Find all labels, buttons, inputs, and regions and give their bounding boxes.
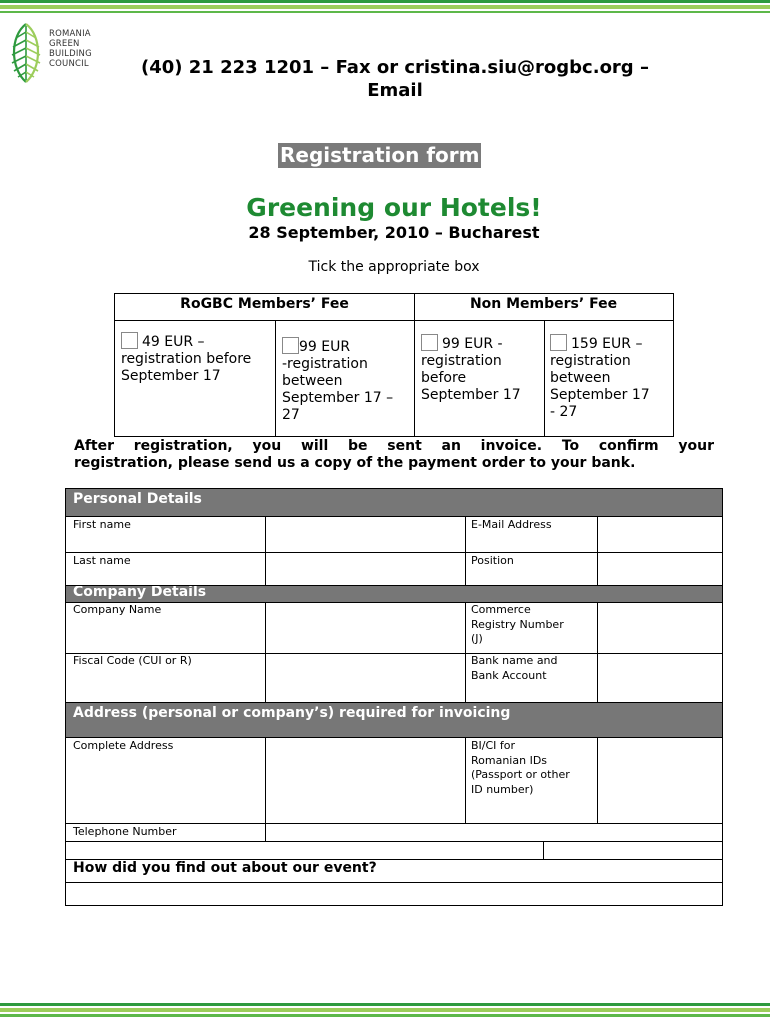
- form-title: Registration form: [280, 143, 480, 167]
- bank-input[interactable]: [598, 654, 723, 702]
- event-date: 28 September, 2010 – Bucharest: [248, 223, 540, 242]
- fee-divider-right: [544, 320, 545, 436]
- label-email: E-Mail Address: [471, 518, 552, 531]
- fiscal-code-input[interactable]: [266, 654, 465, 702]
- bottom-stripe-mid: [0, 1014, 770, 1017]
- position-input[interactable]: [598, 553, 723, 585]
- bottom-stripe-dark: [0, 1003, 770, 1006]
- section-address: Address (personal or company’s) required for invoicing: [66, 702, 722, 737]
- section-personal-details: Personal Details: [66, 489, 722, 516]
- company-name-input[interactable]: [266, 603, 465, 653]
- checkbox-member-early[interactable]: [121, 332, 138, 349]
- label-position: Position: [471, 554, 514, 567]
- fee-option-member-early: 49 EUR – registration before September 17: [121, 334, 252, 384]
- checkbox-nonmember-late[interactable]: [550, 334, 567, 351]
- fee-option-nonmember-late: 159 EUR – registration between September 17 - 27: [550, 336, 650, 420]
- how-found-input[interactable]: [66, 883, 722, 905]
- last-name-input[interactable]: [266, 553, 465, 585]
- label-complete-address: Complete Address: [73, 739, 174, 752]
- label-commerce-registry: Commerce Registry Number (J): [471, 603, 564, 645]
- bottom-stripe-light: [0, 1008, 770, 1012]
- label-telephone: Telephone Number: [73, 825, 177, 838]
- label-id-document: BI/CI for Romanian IDs (Passport or other ID number): [471, 739, 570, 796]
- address-input[interactable]: [266, 738, 465, 823]
- id-document-input[interactable]: [598, 738, 723, 823]
- checkbox-member-late[interactable]: [282, 337, 299, 354]
- commerce-registry-input[interactable]: [598, 603, 723, 653]
- fee-option-member-late: 99 EUR -registration between September 17 – 27: [282, 339, 394, 423]
- logo-wordmark: ROMANIA GREEN BUILDING COUNCIL: [49, 29, 92, 69]
- checkbox-nonmember-early[interactable]: [421, 334, 438, 351]
- top-stripe-dark: [0, 0, 770, 3]
- section-company-details: Company Details: [66, 585, 722, 602]
- event-title: Greening our Hotels!: [246, 193, 542, 222]
- fee-option-nonmember-early: 99 EUR - registration before September 17: [421, 336, 521, 403]
- details-form: [65, 488, 723, 906]
- members-fee-header: RoGBC Members’ Fee: [180, 296, 349, 312]
- fee-header-divider: [115, 320, 673, 321]
- label-last-name: Last name: [73, 554, 131, 567]
- first-name-input[interactable]: [266, 517, 465, 552]
- label-bank: Bank name and Bank Account: [471, 654, 558, 682]
- telephone-input[interactable]: [266, 824, 723, 841]
- email-input[interactable]: [598, 517, 723, 552]
- contact-info: (40) 21 223 1201 – Fax or cristina.siu@rogbc.org – Email: [141, 57, 649, 101]
- top-stripe-mid: [0, 11, 770, 13]
- non-members-fee-header: Non Members’ Fee: [469, 296, 618, 312]
- label-first-name: First name: [73, 518, 131, 531]
- invoice-note: After registration, you will be sent an invoice. To confirm your registration, please send us a copy of the payment order to your bank.: [74, 438, 714, 471]
- tick-instruction: Tick the appropriate box: [308, 259, 480, 275]
- fee-table: [114, 293, 674, 437]
- top-stripe-light: [0, 5, 770, 9]
- label-company-name: Company Name: [73, 603, 162, 616]
- question-how-found: How did you find out about our event?: [73, 860, 377, 876]
- label-fiscal-code: Fiscal Code (CUI or R): [73, 654, 192, 667]
- fee-divider-left: [275, 320, 276, 436]
